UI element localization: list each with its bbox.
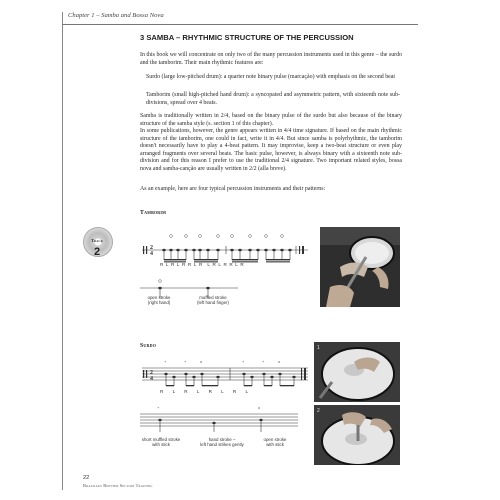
surdo-short-muffled-caption: short muffled stroke with stick [141, 437, 181, 448]
surdo-feature: Surdo (large low-pitched drum): a quarter note binary pulse (marcação) with emphasis on the second beat [146, 74, 396, 80]
section-title: 3 SAMBA – RHYTHMIC STRUCTURE OF THE PERCUSSION [140, 33, 354, 42]
surdo-hand-stroke-caption: hand stroke – left hand strikes gently [200, 437, 244, 448]
track-label: Track [91, 238, 103, 243]
intro-paragraph: In this book we will concentrate on only two of the many percussion instruments used in this genre – the surdo and the tamborim. Their main rhythmic features are: [140, 52, 402, 66]
svg-text:+: + [164, 359, 167, 364]
sticking-letter: R [229, 262, 233, 267]
sticking-letter: R [232, 389, 237, 394]
svg-text:2: 2 [150, 245, 153, 251]
sticking-letter: L [218, 262, 221, 267]
surdo-label: Surdo [140, 343, 157, 349]
sticking-letter: R [240, 262, 244, 267]
tamborim-photo [320, 227, 400, 307]
paragraph-4-4-time: In some publications, however, the genre appears written in 4/4 time signature. If based on the main rhythmic structure of the tamborim, one could in fact, write it in 4/4. But since samba is polyrhythmic, the tamborim doesn't necessarily have to play a 4-beat pattern. It may improvise, keep a two-beat structure or even play arranged fragments over several beats. The basic pulse, however, is always binary with a sixteenth note sub-division and for this reason I prefer to use the traditional 2/4 signature. Two important related styles, bossa nova and samba-canção are usually written in 2/2 (alla breve). [140, 128, 402, 172]
sticking-letter: L [172, 389, 175, 394]
sticking-letter: L [245, 389, 249, 394]
tamborim-notation [138, 225, 310, 275]
surdo-photo-bottom [314, 405, 400, 465]
chapter-header: Chapter 1 – Samba and Bossa Nova [68, 12, 164, 19]
svg-text:1: 1 [317, 345, 320, 351]
sticking-letter: L [196, 389, 200, 394]
svg-text:+: + [184, 359, 187, 364]
svg-text:4: 4 [150, 376, 153, 382]
sticking-letter: R [160, 389, 164, 394]
surdo-hand-image [314, 342, 400, 402]
sticking-letter: R [182, 262, 186, 267]
svg-text:2: 2 [317, 408, 320, 414]
surdo-stroke-legend [138, 402, 308, 436]
svg-text:2: 2 [150, 370, 153, 376]
svg-text:+: + [157, 405, 160, 410]
sticking-letter: R [171, 262, 175, 267]
svg-text:o: o [278, 359, 281, 364]
tamborim-sticking [160, 262, 290, 267]
sticking-letter: R [184, 389, 188, 394]
page-number: 22 [83, 475, 90, 481]
svg-text:+: + [242, 359, 245, 364]
tamborim-label: Tamborim [140, 210, 167, 216]
paragraph-example: As an example, here are four typical percussion instruments and their patterns: [140, 186, 326, 192]
surdo-open-stroke-caption: open stroke with stick [263, 437, 287, 448]
header-rule [62, 24, 418, 25]
paragraph-2-4-time: Samba is traditionally written in 2/4, based on the binary pulse of the surdo but also because of the binary structure of the samba style (s. section 1 of this chapter). [140, 113, 402, 127]
sticking-letter: L [235, 262, 238, 267]
left-margin-rule [62, 12, 63, 490]
sticking-letter: L [193, 262, 197, 267]
svg-text:+: + [262, 359, 265, 364]
sticking-letter: R [198, 262, 203, 267]
sticking-letter: R [212, 262, 216, 267]
track-number: 2 [93, 246, 101, 258]
svg-text:4: 4 [150, 251, 153, 257]
footer-book-title: Brazilian Rhythm Section Training [83, 483, 153, 488]
sticking-letter: L [176, 262, 180, 267]
surdo-sticking [160, 389, 300, 394]
sticking-letter: L [207, 262, 210, 267]
sticking-letter: R [187, 262, 192, 267]
sticking-letter: R [160, 262, 164, 267]
sticking-letter: L [221, 389, 224, 394]
sticking-letter: L [165, 262, 169, 267]
svg-text:o: o [200, 359, 203, 364]
tamborim-muffled-stroke-caption: muffled stroke (left hand finger) [197, 295, 229, 306]
surdo-photo-top [314, 342, 400, 402]
sticking-letter: R [223, 262, 227, 267]
svg-text:o: o [258, 405, 261, 410]
surdo-stick-image [314, 405, 400, 465]
tamborim-player-image [320, 227, 400, 307]
tamborim-feature: Tamborim (small high-pitched hand drum): a syncopated and asymmetric pattern, with sixteenth note sub-divisions, spread over 4 beats. [146, 92, 400, 106]
tamborim-open-stroke-caption: open stroke (right hand) [147, 295, 171, 306]
sticking-letter: R [208, 389, 212, 394]
